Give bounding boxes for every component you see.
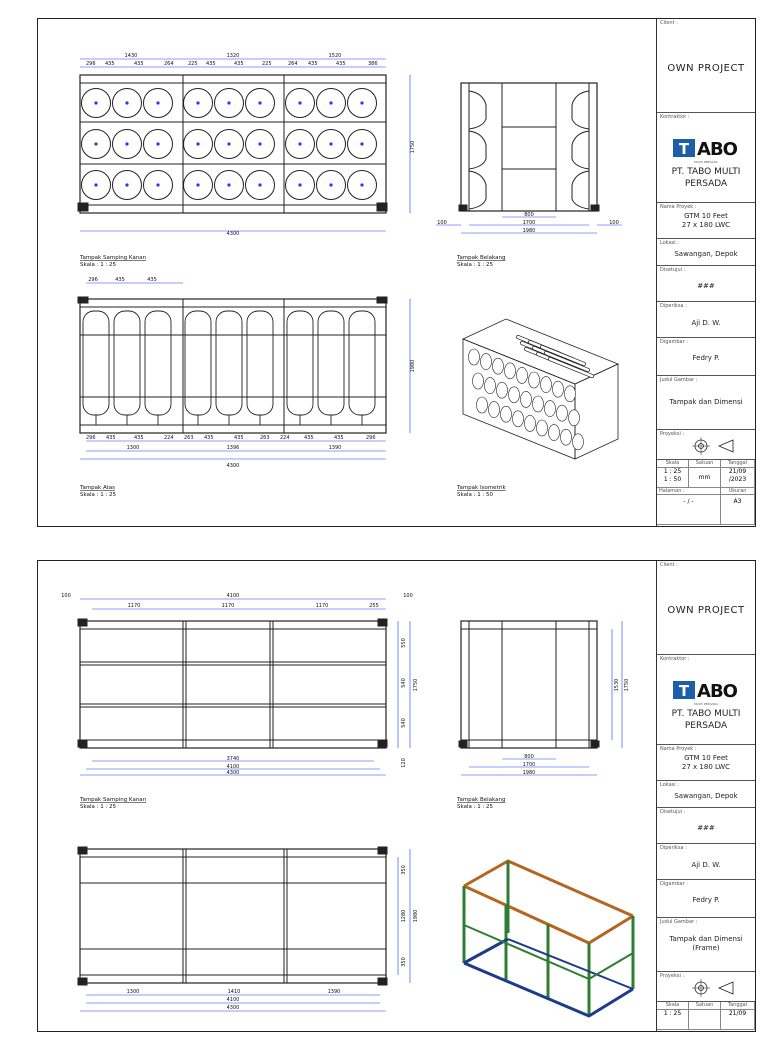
tb-disetujui-label: Disetujui :: [660, 267, 686, 273]
tb2-logo-sub: MULTI PERSADA: [694, 702, 718, 706]
tb2-diperiksa-value: Aji D. W.: [691, 861, 721, 869]
dim-frame-top-4100: 4100: [226, 997, 240, 1003]
caption-side-view: Tampak Samping Kanan: [80, 255, 147, 261]
svg-text:ABO: ABO: [697, 681, 737, 701]
tb-halaman-value: - / -: [657, 495, 721, 525]
tb2-proyeksi-label: Proyeksi :: [660, 973, 685, 979]
cylinder-valve: [360, 142, 363, 145]
iso-cylinder-end: [505, 363, 516, 379]
tb-skala-values: [657, 468, 689, 488]
cylinder-valve: [156, 101, 159, 104]
tb2-client-label: Client :: [660, 562, 678, 568]
dim-group-3: 1520: [328, 53, 342, 59]
iso-cylinder-end: [473, 373, 484, 389]
top-view-dimensions: [80, 277, 416, 469]
dim-frame-top-350b: 350: [401, 957, 407, 967]
dim-back-right: 100: [609, 220, 619, 226]
dim-right-1: 550: [401, 638, 407, 648]
dim-segment-label: 435: [206, 61, 216, 67]
iso-cylinder-end: [485, 378, 496, 394]
tb2-disetujui: [657, 808, 755, 844]
cylinder-valve: [94, 142, 97, 145]
cylinder-body: [349, 311, 375, 415]
cylinder-valve: [329, 142, 332, 145]
cylinder-body: [287, 311, 313, 415]
tb-tanggal-1: 21/09: [728, 468, 747, 475]
tb-tanggal-2: /2023: [728, 476, 747, 483]
cylinder-ends: [82, 89, 377, 200]
tb-proyek: [657, 203, 755, 239]
cylinder-valve: [298, 101, 301, 104]
cylinder-body: [114, 311, 140, 415]
iso-cylinder-end: [529, 372, 540, 388]
caption-top-view: Tampak Atas: [80, 485, 116, 491]
dim-segment-label: 264: [288, 61, 298, 67]
iso-cylinder-end: [469, 349, 480, 365]
dim-top-segment-label: 263: [184, 435, 194, 441]
tb-disetujui-value: ###: [697, 282, 715, 290]
dim-top-group-1: 1300: [126, 445, 140, 451]
dim-right-2: 540: [401, 678, 407, 688]
tb-ukuran-value: A3: [721, 495, 755, 525]
tb2-kontraktor-value: PT. TABO MULTI PERSADA: [671, 709, 741, 731]
tb-tanggal-values: [721, 468, 755, 488]
tb2-disetujui-value: ###: [697, 824, 715, 832]
tb2-skala-1: 1 : 25: [657, 1010, 689, 1030]
cylinder-valve: [125, 142, 128, 145]
scale-frame-back: Skala : 1 : 25: [457, 804, 494, 810]
iso-cylinder-end: [561, 429, 572, 445]
tb2-client: [657, 561, 755, 655]
dim-left-100: 100: [61, 593, 71, 599]
iso-cylinder-end: [533, 396, 544, 412]
tb-satuan-header: Satuan: [689, 460, 721, 468]
tb2-judul: [657, 918, 755, 972]
cylinder-valve: [258, 142, 261, 145]
cylinder-body: [185, 311, 211, 415]
tb2-proyek-label: Nama Proyek :: [660, 746, 697, 752]
dim-right-3: 540: [401, 718, 407, 728]
tb-proyeksi-label: Proyeksi :: [660, 431, 685, 437]
cylinder-valve: [298, 142, 301, 145]
tb2-judul-label: Judul Gambar :: [660, 919, 698, 925]
iso-cylinder-end: [573, 434, 584, 450]
scale-iso-view: Skala : 1 : 50: [457, 492, 494, 498]
tb-kontraktor-value: PT. TABO MULTI PERSADA: [671, 167, 741, 189]
dim-back-1700: 1700: [522, 220, 536, 226]
tb2-scale-grid: [657, 1002, 755, 1044]
dim-segment-label: 435: [134, 61, 144, 67]
scale-back-view: Skala : 1 : 25: [457, 262, 494, 268]
title-block-1: [656, 19, 755, 526]
dim-top-height: 1980: [410, 359, 416, 373]
tabo-logo: [673, 137, 739, 159]
dim-right-100: 100: [403, 593, 413, 599]
tb2-digambar-value: Fedry P.: [692, 896, 720, 904]
tb2-tanggal-header: Tanggal: [721, 1002, 755, 1010]
tb-skala-1: 1 : 25: [663, 468, 682, 475]
frame-isometric-view: [464, 861, 633, 1016]
dim-frame-top-1300: 1300: [126, 989, 140, 995]
dim-top-segment-label: 296: [366, 435, 376, 441]
dim-frame-back-1980: 1980: [522, 770, 536, 776]
sheet-1-drawings: [38, 19, 656, 526]
dim-frame-top-1280: 1280: [401, 909, 407, 923]
cylinder-valve: [227, 142, 230, 145]
cylinder-body: [318, 311, 344, 415]
dim-top-overall: 4300: [226, 463, 240, 469]
dim-frame-back-1530: 1530: [614, 678, 620, 692]
cylinder-body: [83, 311, 109, 415]
dim-overall: 4300: [226, 231, 240, 237]
tb2-lokasi: [657, 781, 755, 808]
caption-iso-view: Tampak Isometrik: [457, 485, 506, 491]
cylinder-valve: [125, 101, 128, 104]
dim-height: 1750: [410, 140, 416, 154]
dim-segment-label: 264: [164, 61, 174, 67]
iso-cylinder-end: [557, 405, 568, 421]
iso-cylinder-end: [521, 391, 532, 407]
iso-cylinder-end: [541, 377, 552, 393]
dim-bay-2: 1170: [221, 603, 235, 609]
cylinder-valve: [125, 183, 128, 186]
tb-proyek-label: Nama Proyek :: [660, 204, 697, 210]
caption-frame-back: Tampak Belakang: [457, 797, 506, 803]
dim-top-upper-1: 296: [88, 277, 98, 283]
cylinder-valve: [196, 101, 199, 104]
dim-top-segment-label: 435: [106, 435, 116, 441]
dim-segment-label: 386: [368, 61, 378, 67]
dim-segment-label: 435: [336, 61, 346, 67]
tb-digambar: [657, 338, 755, 376]
dim-bottom-3740: 3740: [226, 756, 240, 762]
dim-top-group-3: 1390: [328, 445, 342, 451]
tabo-logo-2: [673, 679, 739, 701]
frame-side-view: [78, 619, 387, 748]
dim-bottom-4100: 4100: [226, 764, 240, 770]
dim-segment-label: 435: [105, 61, 115, 67]
cylinder-body: [216, 311, 242, 415]
tb2-lokasi-value: Sawangan, Depok: [674, 792, 738, 800]
dim-top-segment-label: 263: [260, 435, 270, 441]
projection-symbol-icon-2: [691, 979, 739, 997]
dim-height-1750: 1750: [413, 678, 419, 692]
tb2-kontraktor: [657, 655, 755, 745]
dim-bay-3: 1170: [315, 603, 329, 609]
dim-group-1: 1430: [124, 53, 138, 59]
cylinder-valve: [196, 183, 199, 186]
dim-segments: [86, 61, 378, 67]
tb2-proyek-line-2: 27 x 180 LWC: [681, 763, 731, 771]
dim-segment-label: 225: [188, 61, 198, 67]
cylinder-valve: [329, 101, 332, 104]
tb2-proyek-line-1: GTM 10 Feet: [684, 754, 728, 762]
dim-top-upper-2: 435: [115, 277, 125, 283]
iso-cylinder-end: [509, 387, 520, 403]
tb-skala-2: 1 : 50: [663, 476, 682, 483]
scale-side-view: Skala : 1 : 25: [80, 262, 117, 268]
cylinder-valve: [360, 101, 363, 104]
tb2-satuan-cell: [689, 1010, 721, 1030]
cylinder-valve: [227, 183, 230, 186]
tb-tanggal-header: Tanggal: [721, 460, 755, 468]
frame-top-dimensions: [80, 849, 419, 1011]
iso-cylinder-end: [537, 420, 548, 436]
caption-back-view: Tampak Belakang: [457, 255, 506, 261]
dim-frame-top-1410: 1410: [227, 989, 241, 995]
tb-proyek-line-2: 27 x 180 LWC: [681, 221, 731, 229]
scale-frame-side: Skala : 1 : 25: [80, 804, 117, 810]
dim-top-segment-label: 224: [164, 435, 174, 441]
tb2-tanggal-1: 21/09: [721, 1010, 755, 1030]
isometric-cylinders: [469, 337, 593, 450]
drawing-sheet-1: [37, 18, 756, 527]
iso-cylinder-end: [481, 354, 492, 370]
dim-bay-4: 255: [369, 603, 379, 609]
iso-cylinder-end: [517, 367, 528, 383]
back-view-dimensions: [436, 212, 622, 234]
caption-frame-side: Tampak Samping Kanan: [80, 797, 147, 803]
dim-overall-top: 4100: [226, 593, 240, 599]
dim-top-upper-3: 435: [147, 277, 157, 283]
tb2-proyek: [657, 745, 755, 781]
tb-digambar-value: Fedry P.: [692, 354, 720, 362]
dim-back-1980: 1980: [522, 228, 536, 234]
tb2-disetujui-label: Disetujui :: [660, 809, 686, 815]
dim-top-group-2: 1396: [226, 445, 240, 451]
svg-text:ABO: ABO: [697, 139, 737, 159]
tb2-skala-header: Skala: [657, 1002, 689, 1010]
sheet-2-drawings: [38, 561, 656, 1031]
tb-kontraktor: [657, 113, 755, 203]
tb2-diperiksa: [657, 844, 755, 880]
cylinder-body: [247, 311, 273, 415]
dim-bay-1: 1170: [127, 603, 141, 609]
cylinder-valve: [258, 101, 261, 104]
tb-logo-sub: MULTI PERSADA: [694, 160, 718, 164]
cylinder-valve: [156, 183, 159, 186]
dim-segment-label: 435: [234, 61, 244, 67]
iso-cylinder-end: [493, 358, 504, 374]
tb2-client-value: OWN PROJECT: [667, 605, 745, 616]
svg-text:T: T: [678, 682, 690, 700]
tb-judul-value: Tampak dan Dimensi: [669, 398, 743, 406]
tb-skala-header: Skala: [657, 460, 689, 468]
tb-digambar-label: Digambar :: [660, 339, 688, 345]
dim-top-segment-label: 296: [86, 435, 96, 441]
tb2-digambar: [657, 880, 755, 918]
tb2-judul-line-1: Tampak dan Dimensi: [669, 935, 743, 943]
tb-kontraktor-label: Kontraktor :: [660, 114, 690, 120]
cylinder-valve: [156, 142, 159, 145]
tb-lokasi-label: Lokasi :: [660, 240, 679, 246]
tb2-kontraktor-label: Kontraktor :: [660, 656, 690, 662]
iso-cylinder-end: [565, 386, 576, 402]
dim-top-segment-label: 435: [134, 435, 144, 441]
cylinder-valve: [298, 183, 301, 186]
cylinder-valve: [94, 101, 97, 104]
cylinder-valve: [258, 183, 261, 186]
tb2-judul-line-2: (Frame): [692, 944, 720, 952]
projection-symbol-icon: [691, 437, 739, 455]
tb-client-label: Client :: [660, 20, 678, 26]
tb2-digambar-label: Digambar :: [660, 881, 688, 887]
dim-segment-label: 296: [86, 61, 96, 67]
dim-frame-back-1750: 1750: [624, 678, 630, 692]
dim-top-segment-label: 435: [334, 435, 344, 441]
iso-cylinder-end: [477, 397, 488, 413]
tb2-satuan-header: Satuan: [689, 1002, 721, 1010]
dim-segment-label: 435: [308, 61, 318, 67]
tb-disetujui: [657, 266, 755, 302]
tb-halaman-header: Halaman :: [657, 488, 721, 495]
iso-cylinder-end: [501, 406, 512, 422]
dim-frame-top-350a: 350: [401, 865, 407, 875]
dim-back-800: 800: [524, 212, 534, 218]
iso-cylinder-end: [489, 402, 500, 418]
dim-frame-back-1700: 1700: [522, 762, 536, 768]
dim-top-segment-label: 435: [304, 435, 314, 441]
cylinder-valve: [94, 183, 97, 186]
drawing-sheet-2: [37, 560, 756, 1032]
dim-frame-top-4300: 4300: [226, 1005, 240, 1011]
side-view-cylinders: [78, 75, 387, 213]
tb-ukuran-header: Ukuran: [721, 488, 755, 495]
back-view: [459, 83, 599, 211]
cylinder-valve: [227, 101, 230, 104]
tb-client-value: OWN PROJECT: [667, 63, 745, 74]
cylinder-valve: [196, 142, 199, 145]
tb-diperiksa: [657, 302, 755, 338]
dim-frame-back-800: 800: [524, 754, 534, 760]
dim-top-segment-label: 435: [204, 435, 214, 441]
title-block-2: [656, 561, 755, 1031]
iso-cylinder-end: [513, 411, 524, 427]
dim-frame-top-1980: 1980: [413, 909, 419, 923]
frame-back-view: [459, 621, 599, 748]
frame-top-view: [78, 847, 387, 985]
tb-lokasi-value: Sawangan, Depok: [674, 250, 738, 258]
tb2-proyeksi: [657, 972, 755, 1002]
dim-frame-top-1390: 1390: [327, 989, 341, 995]
tb-lokasi: [657, 239, 755, 266]
iso-cylinder-end: [525, 415, 536, 431]
tb-diperiksa-value: Aji D. W.: [691, 319, 721, 327]
tb-judul: [657, 376, 755, 430]
iso-cylinder-end: [569, 410, 580, 426]
tb-client: [657, 19, 755, 113]
tb2-lokasi-label: Lokasi :: [660, 782, 679, 788]
tb-judul-label: Judul Gambar :: [660, 377, 698, 383]
dim-top-segment-label: 224: [280, 435, 290, 441]
dim-bottom-small: 120: [401, 758, 407, 768]
dim-bottom-4300: 4300: [226, 770, 240, 776]
top-view: [78, 297, 387, 433]
tb-proyek-line-1: GTM 10 Feet: [684, 212, 728, 220]
svg-text:T: T: [678, 140, 690, 158]
iso-cylinder-end: [545, 401, 556, 417]
tb2-diperiksa-label: Diperiksa :: [660, 845, 687, 851]
dim-top-segments: [86, 435, 376, 441]
frame-back-dimensions: [461, 621, 630, 776]
isometric-view: [463, 319, 618, 459]
cylinder-bodies: [83, 311, 375, 425]
dim-group-2: 1320: [226, 53, 240, 59]
tb-proyeksi: [657, 430, 755, 460]
scale-top-view: Skala : 1 : 25: [80, 492, 117, 498]
tb-satuan-value: mm: [689, 468, 721, 488]
tb-scale-grid: [657, 460, 755, 505]
cylinder-body: [145, 311, 171, 415]
cylinder-valve: [360, 183, 363, 186]
tb-diperiksa-label: Diperiksa :: [660, 303, 687, 309]
iso-cylinder-end: [549, 425, 560, 441]
dim-back-left: 100: [437, 220, 447, 226]
iso-cylinder-end: [553, 381, 564, 397]
cylinder-valve: [329, 183, 332, 186]
dim-top-segment-label: 435: [234, 435, 244, 441]
dim-segment-label: 225: [262, 61, 272, 67]
iso-cylinder-end: [497, 382, 508, 398]
